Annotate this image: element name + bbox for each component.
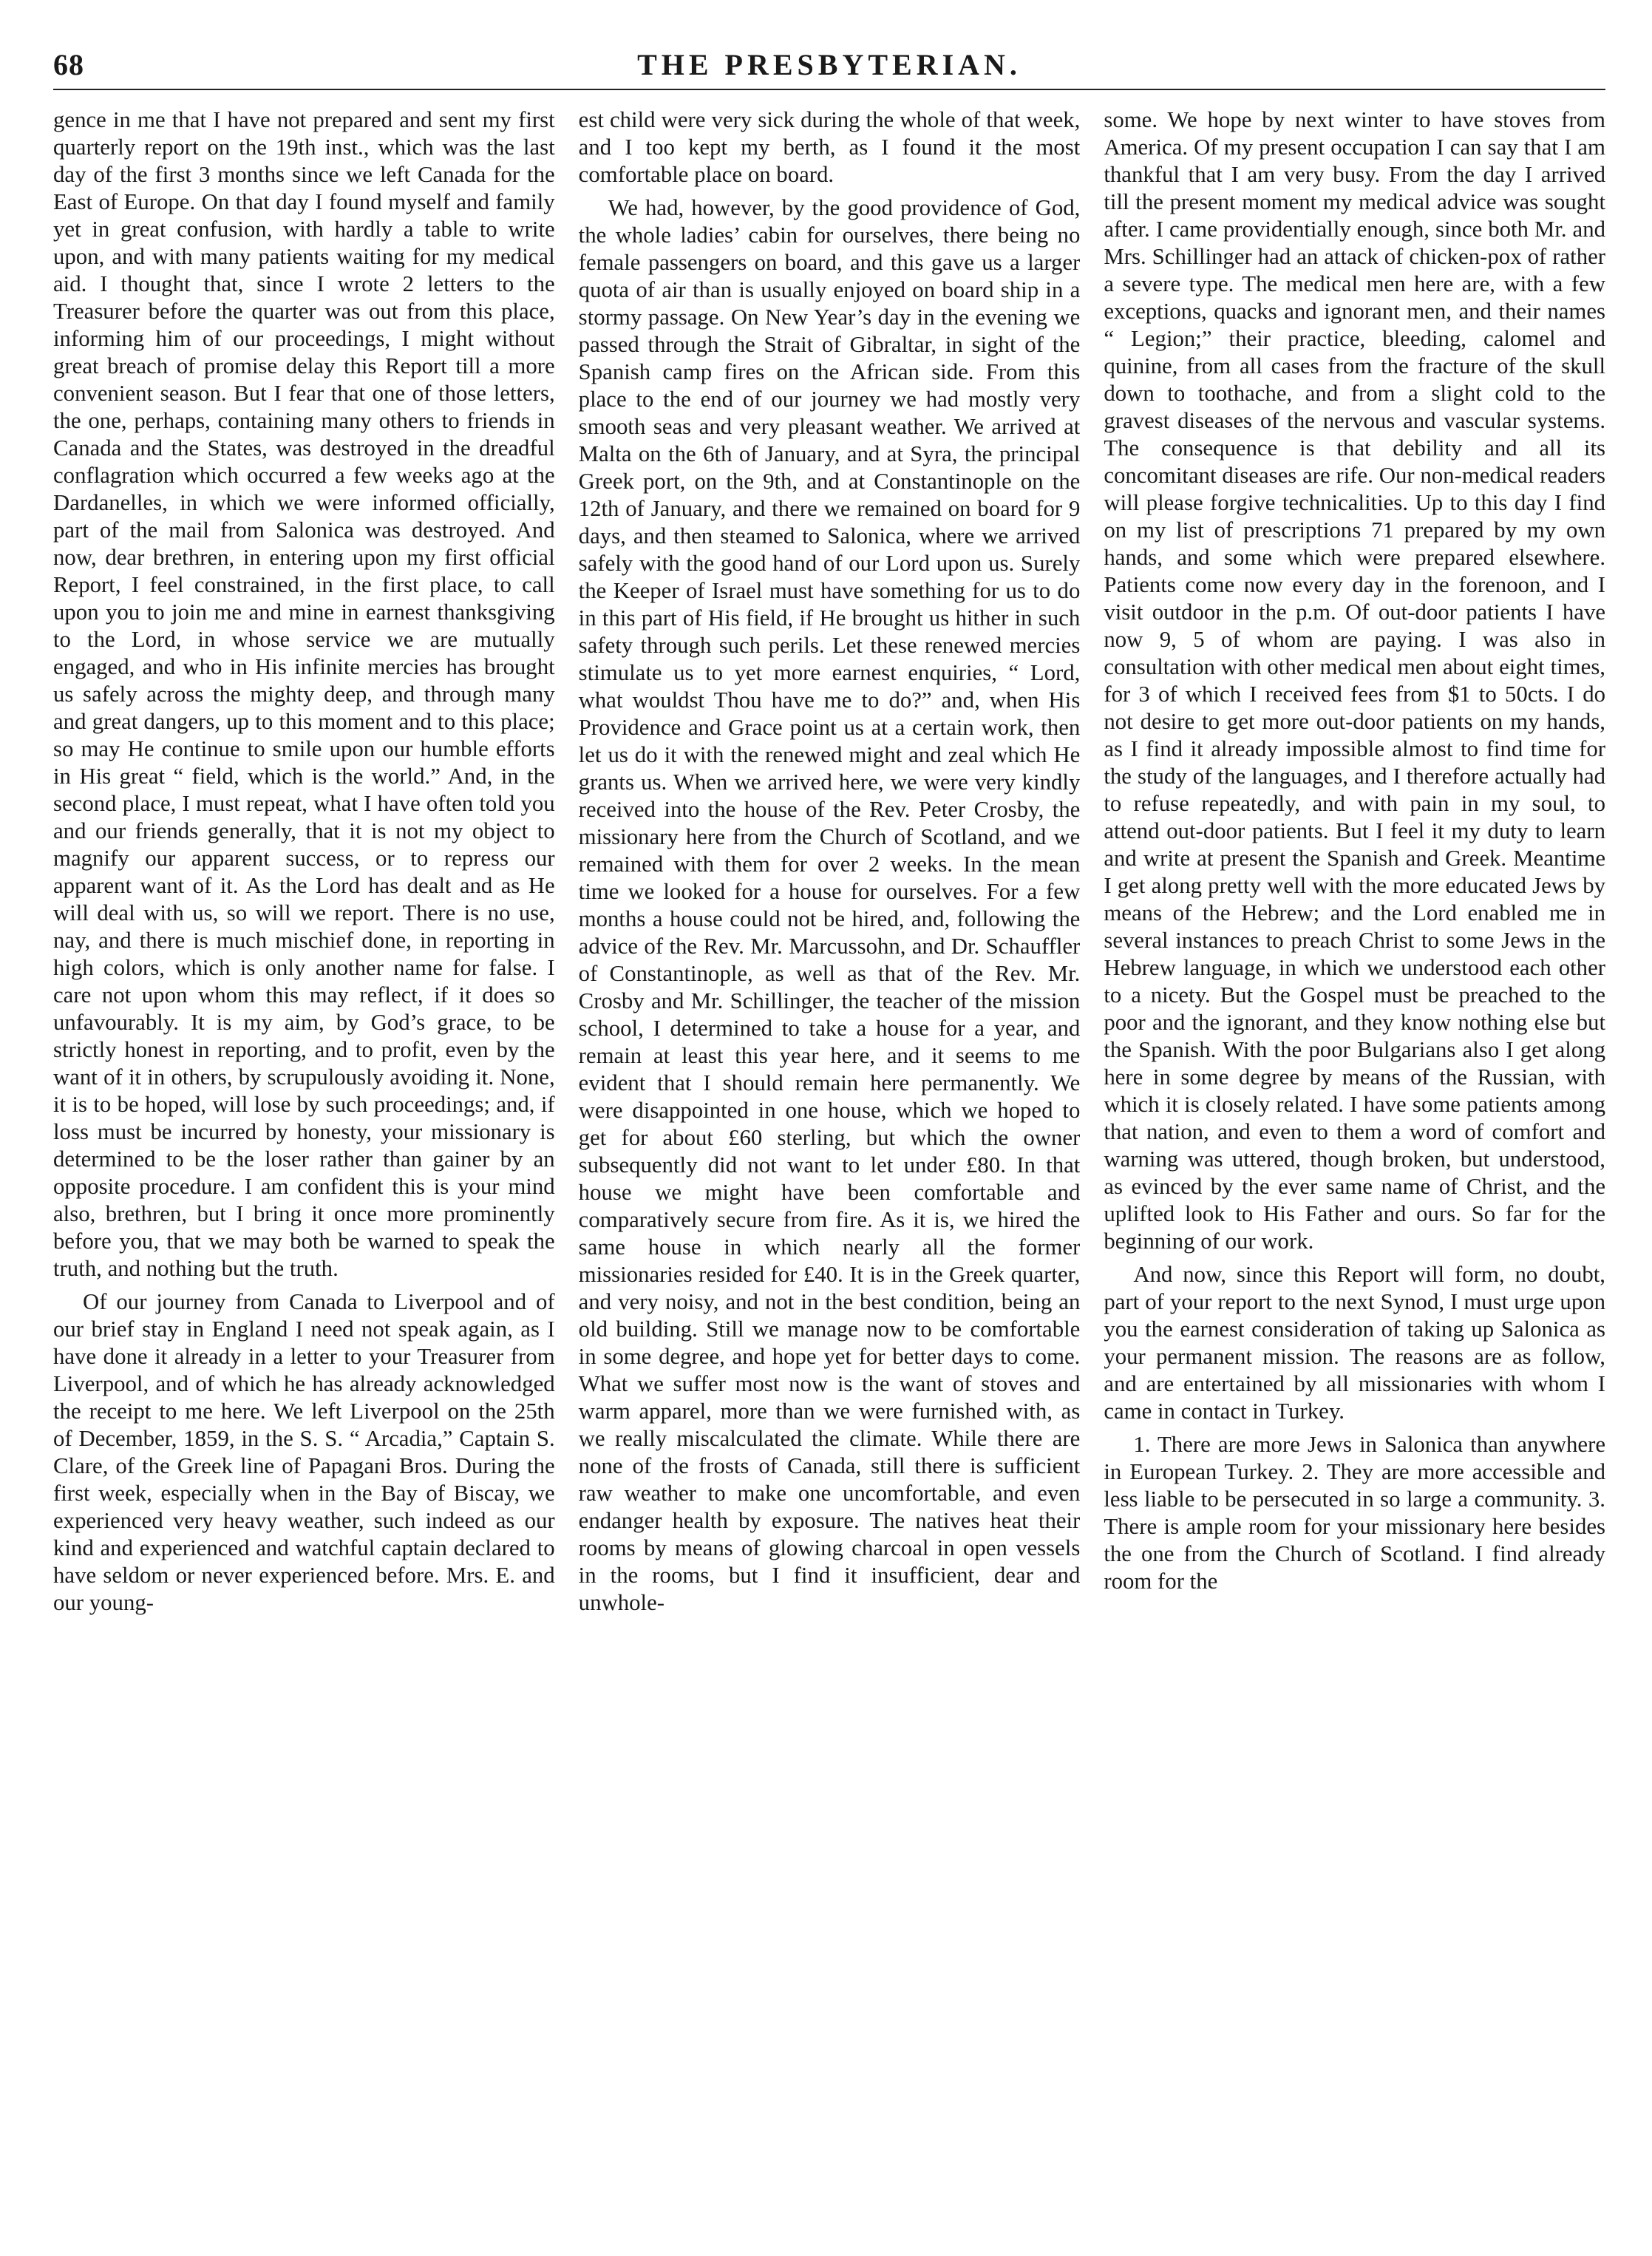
paragraph: 1. There are more Jews in Salonica than anywhere in European Turkey. 2. They are more accessible and less liable to be persecuted in so large a community. 3. There is ample room for your missionary here besides the one from the Church of Scotland. I find already room for the — [1104, 1432, 1606, 1594]
newspaper-page — [53, 44, 1605, 2232]
page-header — [53, 44, 1605, 90]
column-3 — [1101, 106, 1605, 2232]
running-title: THE PRESBYTERIAN. — [637, 48, 1022, 81]
page-number: 68 — [53, 48, 84, 81]
column-1 — [53, 106, 555, 2232]
paragraph: some. We hope by next winter to have stoves from America. Of my present occupation I can say that I am thankful that I am very busy. From the day I arrived till the present moment my medical advice was sought after. I came providentially enough, since both Mr. and Mrs. Schillinger had an attack of chicken-pox of rather a severe type. The medical men here are, with a few exceptions, quacks and ignorant men, and their names “ Legion;” their practice, bleeding, calomel and quinine, from all cases from the fracture of the skull down to toothache, and from a slight cold to the gravest diseases of the nervous and vascular systems. The consequence is that debility and all its concomitant diseases are rife. Our non-medical readers will please forgive technicalities. Up to this day I find on my list of prescriptions 71 prepared by my own hands, and some which were prepared elsewhere. Patients come now every day in the forenoon, and I visit outdoor in the p.m. Of out-door patients I have now 9, 5 of whom are paying. I was also in consultation with other medical men about eight times, for 3 of which I received fees from $1 to 50cts. I do not desire to get more out-door patients on my hands, as I find it already impossible almost to find time for the study of the languages, and I therefore actually had to refuse repeatedly, and with pain in my soul, to attend out-door patients. But I feel it my duty to learn and write at present the Spanish and Greek. Meantime I get along pretty well with the more educated Jews by means of the Hebrew; and the Lord enabled me in several instances to preach Christ to some Jews in the Hebrew language, in which we understood each other to a nicety. But the Gospel must be preached to the poor and the ignorant, and they know nothing else but the Spanish. With the poor Bulgarians also I get along here in some degree by means of the Russian, with which it is closely related. I have some patients among that nation, and even to them a word of comfort and warning was uttered, though broken, but understood, as evinced by the ever same name of Christ, and the uplifted look to His Father and ours. So far for the beginning of our work. — [1104, 107, 1606, 1254]
paragraph: We had, however, by the good providence of God, the whole ladies’ cabin for ourselves, there being no female passengers on board, and this gave us a larger quota of air than is usually enjoyed on board ship in a stormy passage. On New Year’s day in the evening we passed through the Strait of Gibraltar, in sight of the Spanish camp fires on the African side. From this place to the end of our journey we had mostly very smooth seas and very pleasant weather. We arrived at Malta on the 6th of January, and at Syra, the principal Greek port, on the 9th, and at Constantinople on the 12th of January, and there we remained on board for 9 days, and then steamed to Salonica, where we arrived safely with the good hand of our Lord upon us. Surely the Keeper of Israel must have something for us to do in this part of His field, if He brought us hither in such safety through such perils. Let these renewed mercies stimulate us to yet more earnest enquiries, “ Lord, what wouldst Thou have me to do?” and, when His Providence and Grace point us at a certain work, then let us do it with the renewed might and zeal which He grants us. When we arrived here, we were very kindly received into the house of the Rev. Peter Crosby, the missionary here from the Church of Scotland, and we remained with them for over 2 weeks. In the mean time we looked for a house for ourselves. For a few months a house could not be hired, and, following the advice of the Rev. Mr. Marcussohn, and Dr. Schauffler of Constantinople, as well as that of the Rev. Mr. Crosby and Mr. Schillinger, the teacher of the mission school, I determined to take a house for a year, and remain at least this year here, and it seems to me evident that I should remain here permanently. We were disappointed in one house, which we hoped to get for about £60 sterling, but which the owner subsequently did not want to let under £80. In that house we might have been comfortable and comparatively secure from fire. As it is, we hired the same house in which nearly all the former missionaries resided for £40. It is in the Greek quarter, and very noisy, and not in the best condition, being an old building. Still we manage now to be comfortable in some degree, and hope yet for better days to come. What we suffer most now is the want of stoves and warm apparel, more than we were furnished with, as we really miscalculated the climate. While there are none of the frosts of Canada, still there is sufficient raw weather to make one uncomfortable, and even endanger health by exposure. The natives heat their rooms by means of glowing charcoal in open vessels in the rooms, but I find it insufficient, dear and unwhole- — [578, 195, 1081, 1615]
text-columns — [53, 106, 1605, 2232]
paragraph: est child were very sick during the whole of that week, and I too kept my berth, as I found it the most comfortable place on board. — [578, 107, 1081, 187]
paragraph: And now, since this Report will form, no doubt, part of your report to the next Synod, I must urge upon you the earnest consideration of taking up Salonica as your permanent mission. The reasons are as follow, and are entertained by all missionaries with whom I came in contact in Turkey. — [1104, 1262, 1606, 1424]
paragraph: Of our journey from Canada to Liverpool and of our brief stay in England I need not speak again, as I have done it already in a letter to your Treasurer from Liverpool, and of which he has already acknowledged the receipt to me here. We left Liverpool on the 25th of December, 1859, in the S. S. “ Arcadia,” Captain S. Clare, of the Greek line of Papagani Bros. During the first week, especially when in the Bay of Biscay, we experienced very heavy weather, such indeed as our kind and experienced and watchful captain declared to have seldom or never experienced before. Mrs. E. and our young- — [53, 1289, 555, 1615]
column-2 — [576, 106, 1081, 2232]
paragraph: gence in me that I have not prepared and sent my first quarterly report on the 19th inst., which was the last day of the first 3 months since we left Canada for the East of Europe. On that day I found myself and family yet in great confusion, with hardly a table to write upon, and with many patients waiting for my medical aid. I thought that, since I wrote 2 letters to the Treasurer before the quarter was out from this place, informing him of our proceedings, I might without great breach of promise delay this Report till a more convenient season. But I fear that one of those letters, the one, perhaps, containing many others to friends in Canada and the States, was destroyed in the dreadful conflagration which occurred a few weeks ago at the Dardanelles, in which we were informed officially, part of the mail from Salonica was destroyed. And now, dear brethren, in entering upon my first official Report, I feel constrained, in the first place, to call upon you to join me and mine in earnest thanksgiving to the Lord, in whose service we are mutually engaged, and who in His infinite mercies has brought us safely across the mighty deep, and through many and great dangers, up to this moment and to this place; so may He continue to smile upon our humble efforts in His great “ field, which is the world.” And, in the second place, I must repeat, what I have often told you and our friends generally, that it is not my object to magnify our apparent success, or to repress our apparent want of it. As the Lord has dealt and as He will deal with us, so will we report. There is no use, nay, and there is much mischief done, in reporting in high colors, which is only another name for false. I care not upon whom this may reflect, if it does so unfavourably. It is my aim, by God’s grace, to be strictly honest in reporting, and to profit, even by the want of it in others, by scrupulously avoiding it. None, it is to be hoped, will lose by such proceedings; and, if loss must be incurred by honesty, your missionary is determined to be the loser rather than gainer by an opposite procedure. I am confident this is your mind also, brethren, but I bring it once more prominently before you, that we may both be warned to speak the truth, and nothing but the truth. — [53, 107, 555, 1281]
